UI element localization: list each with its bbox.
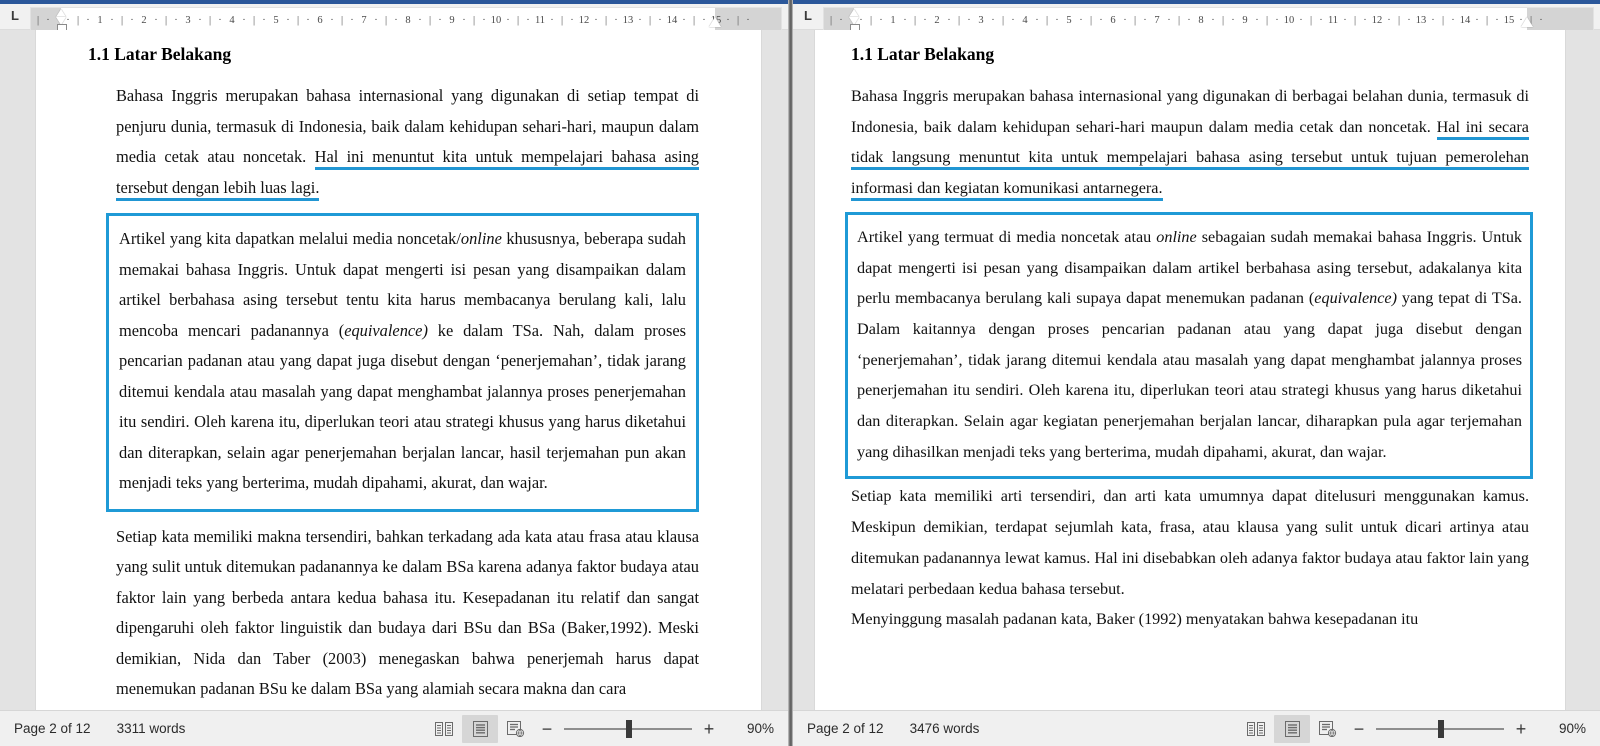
right-boxed-paragraph <box>845 212 1533 480</box>
web-layout-icon <box>1319 721 1337 737</box>
zoom-slider-thumb[interactable] <box>626 720 632 738</box>
print-layout-view-button[interactable] <box>462 715 498 743</box>
left-indent-marker[interactable] <box>56 9 67 31</box>
read-mode-view-button[interactable] <box>426 715 462 743</box>
zoom-in-button[interactable]: + <box>703 718 715 739</box>
print-layout-icon <box>1285 721 1300 737</box>
left-word-window <box>0 0 788 746</box>
left-paragraph-1 <box>36 81 761 203</box>
web-layout-icon <box>507 721 525 737</box>
left-document-page <box>36 30 761 710</box>
zoom-out-button[interactable]: − <box>1353 718 1365 739</box>
right-indent-marker[interactable] <box>709 17 721 27</box>
right-word-window <box>793 0 1600 746</box>
left-ruler-row <box>0 4 788 30</box>
zoom-out-button[interactable]: − <box>541 718 553 739</box>
right-paragraph-1 <box>815 81 1565 204</box>
right-document-page <box>815 30 1565 710</box>
left-paragraph-1-highlight: Hal ini menuntut kita untuk mempelajari bahasa asing tersebut dengan lebih luas lagi. <box>116 147 699 201</box>
web-layout-view-button[interactable] <box>498 715 534 743</box>
read-mode-icon <box>1247 721 1265 737</box>
left-tab-stop-selector[interactable] <box>0 4 30 29</box>
tab-stop-icon: L <box>804 8 812 23</box>
right-boxed-text-3: yang tepat di TSa. Dalam kaitannya dengan proses pencarian padanan atau yang dapat juga disebut dengan ‘penerjemahan’, tidak jarang ditemui kendala atau masalah yang dapat menghambat jalannya proses penerjemahan itu sendiri. Oleh karena itu, diperlukan teori atau strategi khusus yang harus diketahui dan diterapkan. Selain agar kegiatan penerjemahan berjalan lancar, diharapkan pula agar terjemahan yang dihasilkan menjadi teks yang berterima, mudah dipahami, akurat, dan wajar. <box>857 289 1522 461</box>
left-paragraph-3: Setiap kata memiliki makna tersendiri, bahkan terkadang ada kata atau frasa atau klausa yang sulit untuk ditemukan padanannya ke dalam BSa karena adanya faktor budaya atau faktor lain yang berbeda antara kedua bahasa itu. Kesepadanan itu relatif dan sangat dipengaruhi oleh faktor linguistik dan budaya dari BSu dan BSa (Baker,1992). Meski demikian, Nida dan Taber (2003) menegaskan bahwa penerjemah harus dapat menemukan padanan BSu ke dalam BSa yang alamiah secara makna dan cara <box>116 526 699 698</box>
zoom-slider[interactable] <box>564 716 692 742</box>
zoom-slider[interactable] <box>1376 716 1504 742</box>
right-paragraph-3: Setiap kata memiliki arti tersendiri, dan arti kata umumnya dapat ditelusuri menggunakan kamus. Meskipun demikian, terdapat sejumlah kata, frasa, atau klausa yang sulit untuk dicari artinya atau ditemukan padanannya lewat kamus. Hal ini disebabkan oleh adanya faktor budaya atau faktor lain yang melatari perbedaan kedua bahasa tersebut. <box>851 487 1529 598</box>
left-paragraph-1-plain: Bahasa Inggris merupakan bahasa internasional yang digunakan di setiap tempat di penjuru dunia, termasuk di Indonesia, baik dalam kehidupan sehari-hari, maupun dalam media cetak atau noncetak. <box>116 86 699 166</box>
right-paragraph-1-highlight: Hal ini secara tidak langsung menuntut kita untuk mempelajari bahasa asing tersebut untuk tujuan pemerolehan informasi dan kegiatan komunikasi antarnegera. <box>851 118 1529 201</box>
right-paragraph-1-plain: Bahasa Inggris merupakan bahasa internasional yang digunakan di berbagai belahan dunia, termasuk di Indonesia, baik dalam kehidupan sehari-hari maupun dalam media cetak dan noncetak. <box>851 87 1529 136</box>
zoom-in-button[interactable]: + <box>1515 718 1527 739</box>
right-word-count[interactable]: 3476 words <box>909 721 980 736</box>
left-boxed-text-2: khususnya, beberapa sudah memakai bahasa Inggris. Untuk dapat mengerti isi pesan yang disampaikan dalam artikel berbahasa asing tersebut tentu kita harus membacanya berulang kali, lalu mencoba mencari padanannya ( <box>119 229 686 340</box>
right-document-canvas[interactable] <box>793 30 1600 710</box>
left-boxed-italic-1: online <box>460 229 502 248</box>
left-document-canvas[interactable] <box>0 30 788 710</box>
left-boxed-text-1: Artikel yang kita dapatkan melalui media noncetak/ <box>119 229 461 248</box>
ruler-tick-labels: | · · | · 1 · | · 2 · | · 3 · | · 4 · | · 5 · | · 6 · | · 7 · | · 8 · | · 9 · | · 10 · | · 11 · | · 12 · | · 13 · | · 14 · | · 15 · | · <box>36 14 750 26</box>
right-boxed-italic-1: online <box>1156 227 1197 246</box>
left-boxed-text-3: ke dalam TSa. Nah, dalam proses pencarian padanan atau yang dapat juga disebut dengan ‘penerjemahan’, tidak jarang ditemui kendala atau masalah yang dapat menghambat jalannya proses penerjemahan itu sendiri. Oleh karena itu, diperlukan teori atau strategi khusus yang harus diketahui dan diterapkan, selain agar penerjemahan berjalan lancar, hasil terjemahan pun akan menjadi teks yang berterima, mudah dipahami, akurat, dan wajar. <box>119 320 686 492</box>
left-word-count[interactable]: 3311 words <box>116 721 186 736</box>
right-boxed-italic-2: equivalence) <box>1314 289 1397 308</box>
left-section-heading: 1.1 Latar Belakang <box>88 44 232 64</box>
right-paragraph-4: Menyinggung masalah padanan kata, Baker (1992) menyatakan bahwa kesepadanan itu <box>851 610 1419 629</box>
print-layout-view-button[interactable] <box>1274 715 1310 743</box>
zoom-slider-thumb[interactable] <box>1438 720 1444 738</box>
ruler-tick-labels: | · · | · 1 · | · 2 · | · 3 · | · 4 · | · 5 · | · 6 · | · 7 · | · 8 · | · 9 · | · 10 · | · 11 · | · 12 · | · 13 · | · 14 · | · 15 · | · <box>829 14 1543 26</box>
left-indent-marker[interactable] <box>849 9 860 31</box>
left-boxed-italic-2: equivalence) <box>344 320 428 340</box>
web-layout-view-button[interactable] <box>1310 715 1346 743</box>
right-section-heading: 1.1 Latar Belakang <box>851 44 995 64</box>
right-ruler-row <box>793 4 1600 30</box>
right-indent-marker[interactable] <box>1521 17 1533 27</box>
left-boxed-paragraph <box>106 213 699 512</box>
right-zoom-level[interactable]: 90% <box>1558 721 1586 736</box>
right-tab-stop-selector[interactable] <box>793 4 823 29</box>
read-mode-icon <box>435 721 453 737</box>
right-page-indicator[interactable]: Page 2 of 12 <box>807 721 884 736</box>
left-status-bar <box>0 710 788 746</box>
tab-stop-icon: L <box>11 8 19 23</box>
left-zoom-level[interactable]: 90% <box>746 721 774 736</box>
right-status-bar <box>793 710 1600 746</box>
read-mode-view-button[interactable] <box>1238 715 1274 743</box>
print-layout-icon <box>473 721 488 737</box>
right-boxed-text-1: Artikel yang termuat di media noncetak atau <box>857 227 1157 246</box>
right-boxed-text-2: sebagaian sudah memakai bahasa Inggris. Untuk dapat mengerti isi pesan yang disampaikan dalam artikel berbahasa asing tersebut, adakalanya kita perlu membacanya berulang kali supaya dapat menemukan padanan ( <box>857 227 1523 308</box>
left-page-indicator[interactable]: Page 2 of 12 <box>14 721 91 736</box>
